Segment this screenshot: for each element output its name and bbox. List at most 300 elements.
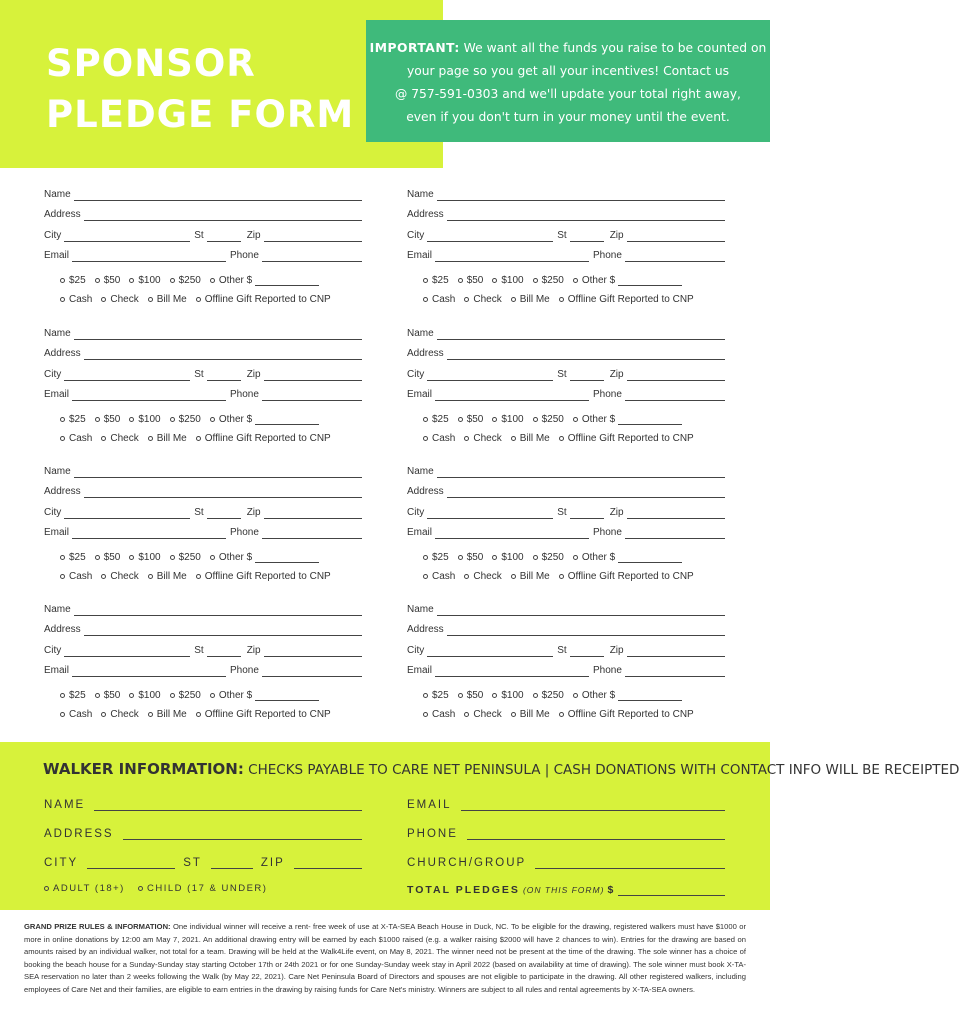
- payment-bill-me-label: Bill Me: [519, 294, 550, 305]
- radio-circle-icon: [60, 436, 65, 441]
- email-field[interactable]: [72, 390, 226, 401]
- zip-field[interactable]: [264, 508, 362, 519]
- zip-field[interactable]: [264, 231, 362, 242]
- amount-50-option[interactable]: [95, 552, 121, 563]
- radio-circle-icon: [60, 693, 65, 698]
- radio-circle-icon: [196, 436, 201, 441]
- email-field[interactable]: [435, 251, 589, 262]
- amount-100-option[interactable]: [492, 552, 523, 563]
- name-field[interactable]: [437, 329, 725, 340]
- important-line-3: @ 757-591-0303 and we'll update your total right away,: [395, 87, 741, 101]
- city-label: City: [407, 369, 425, 380]
- radio-circle-icon: [148, 436, 153, 441]
- radio-circle-icon: [210, 417, 215, 422]
- name-field[interactable]: [74, 605, 362, 616]
- payment-bill-me-option[interactable]: [511, 709, 550, 720]
- title-line-2: PLEDGE FORM: [46, 93, 355, 136]
- amount-50-label: $50: [103, 552, 121, 563]
- amount-options: [60, 272, 319, 286]
- email-row: [407, 387, 725, 401]
- payment-options: [60, 291, 331, 305]
- phone-label: Phone: [230, 527, 259, 538]
- st-field[interactable]: [207, 231, 241, 242]
- amount-250-option[interactable]: [533, 414, 564, 425]
- st-field[interactable]: [570, 370, 604, 381]
- zip-label: Zip: [609, 369, 624, 380]
- amount-other-option[interactable]: [573, 552, 682, 563]
- address-field[interactable]: [84, 625, 362, 636]
- name-label: Name: [407, 328, 434, 339]
- radio-circle-icon: [95, 278, 100, 283]
- walker-phone-label: PHONE: [407, 828, 458, 840]
- st-field[interactable]: [570, 231, 604, 242]
- zip-field[interactable]: [264, 370, 362, 381]
- payment-bill-me-label: Bill Me: [156, 709, 187, 720]
- walker-name-field[interactable]: [94, 799, 362, 811]
- amount-options: [423, 549, 682, 563]
- radio-circle-icon: [129, 417, 134, 422]
- radio-circle-icon: [60, 574, 65, 579]
- amount-50-option[interactable]: [95, 690, 121, 701]
- radio-circle-icon: [423, 278, 428, 283]
- payment-check-option[interactable]: [464, 294, 501, 305]
- city-row: [407, 367, 725, 381]
- email-field[interactable]: [435, 390, 589, 401]
- payment-offline-option[interactable]: [559, 433, 694, 444]
- walker-church-label: CHURCH/GROUP: [407, 857, 527, 869]
- payment-bill-me-option[interactable]: [148, 433, 187, 444]
- amount-100-label: $100: [138, 414, 161, 425]
- email-label: Email: [44, 527, 70, 538]
- zip-label: Zip: [609, 230, 624, 241]
- payment-check-label: Check: [110, 709, 139, 720]
- email-label: Email: [407, 527, 433, 538]
- name-row: [407, 326, 725, 340]
- address-field[interactable]: [447, 210, 725, 221]
- radio-circle-icon: [60, 417, 65, 422]
- walker-total-note: (ON THIS FORM): [522, 885, 605, 895]
- payment-offline-option[interactable]: [196, 571, 331, 582]
- radio-circle-icon: [170, 278, 175, 283]
- payment-offline-label: Offline Gift Reported to CNP: [567, 571, 694, 582]
- payment-cash-label: Cash: [432, 709, 456, 720]
- amount-25-option[interactable]: [60, 414, 86, 425]
- zip-field[interactable]: [627, 370, 725, 381]
- radio-circle-icon: [196, 712, 201, 717]
- phone-field[interactable]: [625, 528, 725, 539]
- email-field[interactable]: [435, 666, 589, 677]
- amount-25-label: $25: [432, 552, 449, 563]
- name-label: Name: [44, 466, 71, 477]
- amount-50-label: $50: [466, 275, 484, 286]
- radio-circle-icon: [210, 555, 215, 560]
- amount-other-option[interactable]: [573, 414, 682, 425]
- walker-adult-label: ADULT (18+): [53, 883, 125, 894]
- city-field[interactable]: [64, 370, 190, 381]
- amount-100-label: $100: [501, 414, 524, 425]
- amount-other-label: Other $: [218, 690, 253, 701]
- payment-options: [60, 568, 331, 582]
- important-line-2: your page so you get all your incentives! Contact us: [406, 64, 730, 78]
- payment-cash-option[interactable]: [423, 709, 455, 720]
- payment-check-option[interactable]: [464, 709, 501, 720]
- payment-offline-label: Offline Gift Reported to CNP: [567, 433, 694, 444]
- radio-circle-icon: [210, 693, 215, 698]
- amount-100-option[interactable]: [129, 414, 160, 425]
- name-label: Name: [407, 604, 434, 615]
- payment-options: [60, 706, 331, 720]
- payment-cash-option[interactable]: [423, 433, 455, 444]
- walker-email-field[interactable]: [461, 799, 725, 811]
- amount-50-label: $50: [466, 414, 484, 425]
- other-amount-field[interactable]: [618, 276, 682, 286]
- address-field[interactable]: [447, 349, 725, 360]
- city-field[interactable]: [427, 231, 553, 242]
- amount-100-option[interactable]: [129, 552, 160, 563]
- walker-city-field[interactable]: [87, 857, 175, 869]
- amount-100-label: $100: [501, 275, 524, 286]
- walker-phone-field[interactable]: [467, 828, 725, 840]
- payment-check-option[interactable]: [101, 709, 138, 720]
- payment-bill-me-option[interactable]: [148, 709, 187, 720]
- radio-circle-icon: [464, 297, 469, 302]
- amount-100-option[interactable]: [129, 690, 160, 701]
- st-field[interactable]: [207, 508, 241, 519]
- zip-label: Zip: [246, 645, 261, 656]
- walker-adult-option[interactable]: [44, 883, 125, 894]
- phone-field[interactable]: [262, 666, 362, 677]
- zip-label: Zip: [246, 369, 261, 380]
- address-row: [44, 484, 362, 498]
- st-field[interactable]: [570, 646, 604, 657]
- walker-phone-row: [407, 824, 725, 840]
- payment-offline-label: Offline Gift Reported to CNP: [567, 709, 694, 720]
- zip-field[interactable]: [627, 231, 725, 242]
- email-field[interactable]: [72, 666, 226, 677]
- zip-label: Zip: [609, 507, 624, 518]
- amount-other-label: Other $: [581, 552, 616, 563]
- phone-field[interactable]: [625, 390, 725, 401]
- st-label: St: [194, 230, 204, 241]
- name-row: [407, 187, 725, 201]
- st-label: St: [557, 369, 567, 380]
- payment-offline-option[interactable]: [559, 571, 694, 582]
- radio-circle-icon: [60, 297, 65, 302]
- name-row: [407, 602, 725, 616]
- amount-250-option[interactable]: [170, 690, 201, 701]
- amount-other-label: Other $: [581, 275, 616, 286]
- payment-cash-option[interactable]: [60, 709, 92, 720]
- radio-circle-icon: [533, 417, 538, 422]
- amount-other-option[interactable]: [210, 275, 319, 286]
- city-field[interactable]: [427, 508, 553, 519]
- walker-address-field[interactable]: [123, 828, 362, 840]
- amount-250-label: $250: [541, 690, 564, 701]
- email-field[interactable]: [435, 528, 589, 539]
- payment-offline-option[interactable]: [559, 709, 694, 720]
- amount-100-label: $100: [138, 275, 161, 286]
- amount-250-option[interactable]: [533, 552, 564, 563]
- walker-city-label: CITY: [44, 857, 79, 869]
- city-label: City: [407, 645, 425, 656]
- radio-circle-icon: [492, 693, 497, 698]
- amount-250-label: $250: [541, 414, 564, 425]
- zip-label: Zip: [609, 645, 624, 656]
- payment-bill-me-option[interactable]: [148, 294, 187, 305]
- phone-label: Phone: [230, 665, 259, 676]
- city-label: City: [44, 507, 62, 518]
- payment-check-option[interactable]: [101, 433, 138, 444]
- name-field[interactable]: [74, 467, 362, 478]
- address-label: Address: [44, 486, 81, 497]
- other-amount-field[interactable]: [618, 415, 682, 425]
- payment-cash-label: Cash: [69, 433, 93, 444]
- walker-total-field[interactable]: [618, 884, 725, 896]
- amount-50-option[interactable]: [458, 414, 484, 425]
- amount-50-option[interactable]: [458, 690, 484, 701]
- amount-50-option[interactable]: [95, 275, 121, 286]
- radio-circle-icon: [458, 278, 463, 283]
- radio-circle-icon: [210, 278, 215, 283]
- payment-cash-option[interactable]: [60, 571, 92, 582]
- payment-offline-option[interactable]: [196, 709, 331, 720]
- amount-options: [423, 687, 682, 701]
- amount-100-option[interactable]: [492, 690, 523, 701]
- amount-25-option[interactable]: [60, 275, 86, 286]
- city-label: City: [407, 230, 425, 241]
- radio-circle-icon: [559, 712, 564, 717]
- email-label: Email: [407, 665, 433, 676]
- address-row: [407, 346, 725, 360]
- phone-field[interactable]: [625, 666, 725, 677]
- other-amount-field[interactable]: [255, 691, 319, 701]
- amount-50-option[interactable]: [95, 414, 121, 425]
- walker-church-row: [407, 853, 725, 869]
- address-row: [407, 484, 725, 498]
- address-field[interactable]: [84, 210, 362, 221]
- walker-title-label: WALKER INFORMATION:: [43, 760, 244, 778]
- walker-zip-field[interactable]: [294, 857, 362, 869]
- radio-circle-icon: [95, 693, 100, 698]
- address-field[interactable]: [447, 625, 725, 636]
- payment-bill-me-option[interactable]: [511, 571, 550, 582]
- walker-total-currency: $: [607, 884, 616, 896]
- payment-check-option[interactable]: [464, 571, 501, 582]
- email-row: [44, 248, 362, 262]
- radio-circle-icon: [492, 417, 497, 422]
- name-row: [44, 464, 362, 478]
- st-label: St: [557, 230, 567, 241]
- payment-cash-option[interactable]: [60, 433, 92, 444]
- zip-field[interactable]: [627, 646, 725, 657]
- payment-cash-option[interactable]: [60, 294, 92, 305]
- payment-cash-label: Cash: [432, 294, 456, 305]
- zip-field[interactable]: [627, 508, 725, 519]
- radio-circle-icon: [60, 712, 65, 717]
- city-field[interactable]: [64, 508, 190, 519]
- other-amount-field[interactable]: [618, 691, 682, 701]
- payment-options: [423, 430, 694, 444]
- st-field[interactable]: [207, 646, 241, 657]
- address-field[interactable]: [447, 487, 725, 498]
- name-row: [44, 326, 362, 340]
- address-row: [407, 622, 725, 636]
- amount-100-option[interactable]: [492, 275, 523, 286]
- walker-total-label: TOTAL PLEDGES: [407, 884, 520, 896]
- amount-25-option[interactable]: [423, 552, 449, 563]
- important-line-4: even if you don't turn in your money until the event.: [406, 110, 730, 124]
- phone-field[interactable]: [262, 528, 362, 539]
- payment-check-option[interactable]: [464, 433, 501, 444]
- phone-label: Phone: [593, 389, 622, 400]
- amount-250-option[interactable]: [170, 414, 201, 425]
- payment-offline-option[interactable]: [196, 433, 331, 444]
- phone-label: Phone: [593, 665, 622, 676]
- zip-field[interactable]: [264, 646, 362, 657]
- important-notice: [366, 20, 770, 142]
- amount-25-label: $25: [69, 690, 86, 701]
- radio-circle-icon: [170, 417, 175, 422]
- payment-check-option[interactable]: [101, 571, 138, 582]
- radio-circle-icon: [464, 436, 469, 441]
- payment-check-option[interactable]: [101, 294, 138, 305]
- payment-cash-label: Cash: [69, 294, 93, 305]
- other-amount-field[interactable]: [255, 553, 319, 563]
- amount-other-option[interactable]: [573, 690, 682, 701]
- name-field[interactable]: [74, 329, 362, 340]
- payment-bill-me-label: Bill Me: [519, 709, 550, 720]
- amount-250-option[interactable]: [533, 275, 564, 286]
- payment-options: [423, 706, 694, 720]
- payment-bill-me-option[interactable]: [511, 294, 550, 305]
- amount-25-option[interactable]: [60, 690, 86, 701]
- amount-25-label: $25: [69, 275, 86, 286]
- amount-250-option[interactable]: [170, 275, 201, 286]
- payment-offline-option[interactable]: [559, 294, 694, 305]
- address-field[interactable]: [84, 349, 362, 360]
- city-field[interactable]: [427, 646, 553, 657]
- address-field[interactable]: [84, 487, 362, 498]
- address-row: [44, 346, 362, 360]
- amount-25-option[interactable]: [423, 414, 449, 425]
- email-field[interactable]: [72, 251, 226, 262]
- radio-circle-icon: [573, 555, 578, 560]
- amount-other-option[interactable]: [210, 690, 319, 701]
- address-row: [407, 207, 725, 221]
- amount-100-option[interactable]: [492, 414, 523, 425]
- radio-circle-icon: [492, 278, 497, 283]
- amount-other-option[interactable]: [210, 552, 319, 563]
- payment-check-label: Check: [110, 433, 139, 444]
- phone-field[interactable]: [262, 251, 362, 262]
- address-label: Address: [407, 348, 444, 359]
- amount-250-label: $250: [178, 275, 201, 286]
- payment-bill-me-label: Bill Me: [156, 294, 187, 305]
- walker-child-option[interactable]: [138, 883, 267, 894]
- radio-circle-icon: [573, 278, 578, 283]
- city-label: City: [44, 369, 62, 380]
- name-field[interactable]: [437, 605, 725, 616]
- amount-25-label: $25: [69, 552, 86, 563]
- radio-circle-icon: [148, 712, 153, 717]
- other-amount-field[interactable]: [255, 415, 319, 425]
- page-title: [46, 38, 354, 140]
- amount-options: [423, 272, 682, 286]
- phone-field[interactable]: [625, 251, 725, 262]
- name-field[interactable]: [74, 190, 362, 201]
- amount-50-option[interactable]: [458, 552, 484, 563]
- st-label: St: [194, 369, 204, 380]
- amount-other-option[interactable]: [573, 275, 682, 286]
- name-label: Name: [44, 189, 71, 200]
- amount-250-option[interactable]: [170, 552, 201, 563]
- walker-st-field[interactable]: [211, 857, 253, 869]
- walker-section-title: [43, 760, 959, 778]
- amount-other-option[interactable]: [210, 414, 319, 425]
- city-label: City: [44, 230, 62, 241]
- amount-100-option[interactable]: [129, 275, 160, 286]
- radio-circle-icon: [423, 574, 428, 579]
- amount-250-option[interactable]: [533, 690, 564, 701]
- city-field[interactable]: [64, 646, 190, 657]
- payment-cash-option[interactable]: [423, 294, 455, 305]
- address-label: Address: [44, 348, 81, 359]
- walker-church-field[interactable]: [535, 857, 725, 869]
- st-field[interactable]: [207, 370, 241, 381]
- st-field[interactable]: [570, 508, 604, 519]
- payment-cash-label: Cash: [432, 433, 456, 444]
- other-amount-field[interactable]: [618, 553, 682, 563]
- name-field[interactable]: [437, 190, 725, 201]
- payment-offline-label: Offline Gift Reported to CNP: [204, 571, 331, 582]
- amount-other-label: Other $: [218, 414, 253, 425]
- radio-circle-icon: [101, 574, 106, 579]
- walker-name-label: NAME: [44, 799, 86, 811]
- amount-options: [60, 411, 319, 425]
- amount-25-option[interactable]: [423, 275, 449, 286]
- radio-circle-icon: [511, 574, 516, 579]
- name-label: Name: [44, 604, 71, 615]
- name-field[interactable]: [437, 467, 725, 478]
- email-row: [44, 525, 362, 539]
- radio-circle-icon: [423, 417, 428, 422]
- radio-circle-icon: [423, 712, 428, 717]
- amount-50-option[interactable]: [458, 275, 484, 286]
- radio-circle-icon: [511, 297, 516, 302]
- email-field[interactable]: [72, 528, 226, 539]
- name-label: Name: [407, 189, 434, 200]
- payment-cash-option[interactable]: [423, 571, 455, 582]
- walker-address-row: [44, 824, 362, 840]
- payment-offline-option[interactable]: [196, 294, 331, 305]
- payment-check-label: Check: [473, 433, 502, 444]
- payment-offline-label: Offline Gift Reported to CNP: [204, 433, 331, 444]
- amount-100-label: $100: [501, 552, 524, 563]
- payment-bill-me-option[interactable]: [148, 571, 187, 582]
- amount-100-label: $100: [138, 690, 161, 701]
- walker-total-row: [407, 880, 725, 896]
- phone-field[interactable]: [262, 390, 362, 401]
- radio-circle-icon: [101, 436, 106, 441]
- radio-circle-icon: [423, 436, 428, 441]
- amount-25-option[interactable]: [60, 552, 86, 563]
- payment-bill-me-option[interactable]: [511, 433, 550, 444]
- amount-25-option[interactable]: [423, 690, 449, 701]
- city-row: [407, 228, 725, 242]
- other-amount-field[interactable]: [255, 276, 319, 286]
- city-field[interactable]: [64, 231, 190, 242]
- city-field[interactable]: [427, 370, 553, 381]
